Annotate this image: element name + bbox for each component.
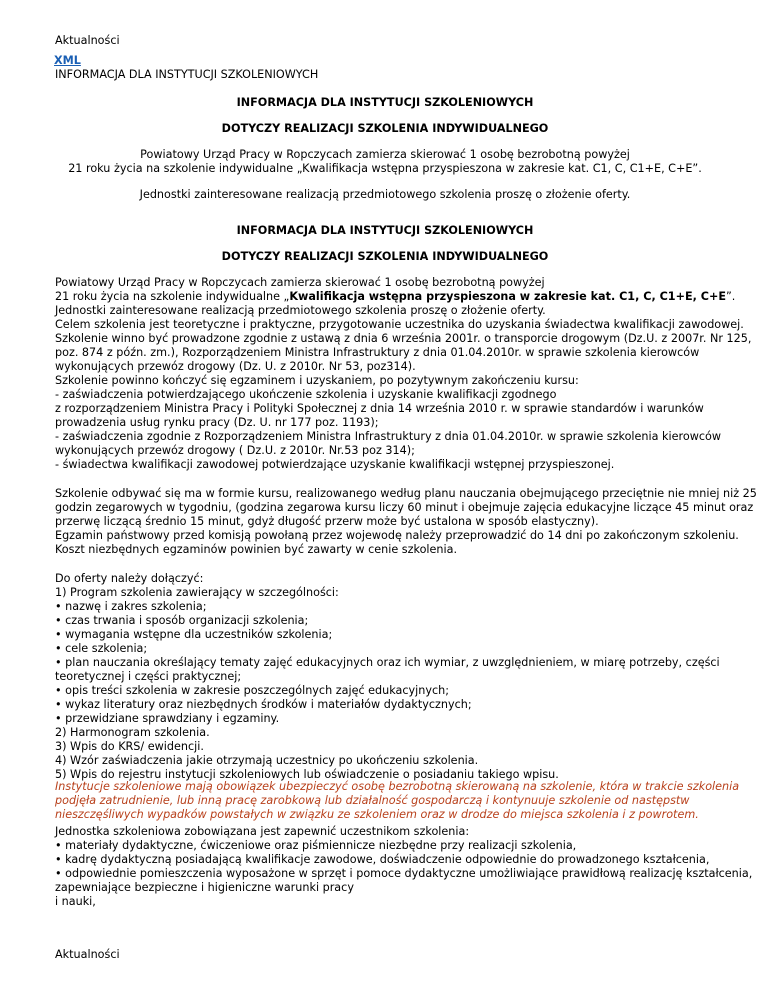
paragraph-line: Egzamin państwowy przed komisją powołaną przez wojewodę należy przeprowadzić do 14 dni po zakończonym szkoleniu. xyxy=(55,529,739,542)
paragraph-line: 1) Program szkolenia zawierający w szczególności: xyxy=(55,586,339,599)
summary-line-1: Powiatowy Urząd Pracy w Ropczycach zamierza skierować 1 osobę bezrobotną powyżej xyxy=(140,148,630,161)
paragraph-line: Do oferty należy dołączyć: xyxy=(55,572,204,585)
paragraph-line: Koszt niezbędnych egzaminów powinien być zawarty w cenie szkolenia. xyxy=(55,543,458,556)
paragraph-line: • wykaz literatury oraz niezbędnych środków i materiałów dydaktycznych; xyxy=(55,698,472,711)
paragraph-line: przerwę liczącą średnio 15 minut, gdyż długość przerw może być ustalona w sposób elastyczny). xyxy=(55,515,599,528)
paragraph-line: Szkolenie odbywać się ma w formie kursu, realizowanego według planu nauczania obejmującego przeciętnie nie mniej niż 25 xyxy=(55,487,757,500)
main-heading-1: INFORMACJA DLA INSTYTUCJI SZKOLENIOWYCH xyxy=(236,224,534,237)
paragraph-line: nieszczęśliwych wypadków powstałych w związku ze szkoleniem oraz w drodze do miejsca szkolenia i z powrotem. xyxy=(55,808,699,821)
summary-heading-1: INFORMACJA DLA INSTYTUCJI SZKOLENIOWYCH xyxy=(236,96,534,109)
text-run: 21 roku życia na szkolenie indywidualne „ xyxy=(55,290,290,303)
paragraph-line: teoretycznej i części praktycznej; xyxy=(55,670,242,683)
paragraph-line: • opis treści szkolenia w zakresie poszczególnych zajęć edukacyjnych; xyxy=(55,684,449,697)
paragraph-line: z rozporządzeniem Ministra Pracy i Polityki Społecznej z dnia 14 września 2010 r. w sprawie standardów i warunków xyxy=(55,402,704,415)
paragraph-line-mixed xyxy=(55,290,735,304)
paragraph-line: Szkolenie winno być prowadzone zgodnie z ustawą z dnia 6 września 2001r. o transporcie drogowym (Dz.U. z 2007r. Nr 125, xyxy=(55,332,752,345)
page-subtitle: INFORMACJA DLA INSTYTUCJI SZKOLENIOWYCH xyxy=(55,68,319,81)
paragraph-line: • przewidziane sprawdziany i egzaminy. xyxy=(55,712,280,725)
paragraph-line: Jednostki zainteresowane realizacją przedmiotowego szkolenia proszę o złożenie oferty. xyxy=(55,304,546,317)
paragraph-line: • materiały dydaktyczne, ćwiczeniowe oraz piśmiennicze niezbędne przy realizacji szkolenia, xyxy=(55,839,577,852)
paragraph-line: Powiatowy Urząd Pracy w Ropczycach zamierza skierować 1 osobę bezrobotną powyżej xyxy=(55,276,545,289)
summary-heading-2: DOTYCZY REALIZACJI SZKOLENIA INDYWIDUALNEGO xyxy=(221,122,549,135)
paragraph-line: • nazwę i zakres szkolenia; xyxy=(55,600,207,613)
paragraph-line: - świadectwa kwalifikacji zawodowej potwierdzające uzyskanie kwalifikacji wstępnej przyspieszonej. xyxy=(55,458,615,471)
paragraph-line: 4) Wzór zaświadczenia jakie otrzymają uczestnicy po ukończeniu szkolenia. xyxy=(55,754,479,767)
summary-line-3: Jednostki zainteresowane realizacją przedmiotowego szkolenia proszę o złożenie oferty. xyxy=(139,188,631,201)
paragraph-line: • wymagania wstępne dla uczestników szkolenia; xyxy=(55,628,333,641)
section-title: Aktualności xyxy=(55,34,120,47)
text-run: ”. xyxy=(725,290,736,303)
paragraph-line: wykonujących przewóz drogowy ( Dz.U. z 2010r. Nr.53 poz 314); xyxy=(55,444,415,457)
paragraph-line: • czas trwania i sposób organizacji szkolenia; xyxy=(55,614,309,627)
paragraph-line: Szkolenie powinno kończyć się egzaminem i uzyskaniem, po pozytywnym zakończeniu kursu: xyxy=(55,374,579,387)
paragraph-line: - zaświadczenia potwierdzającego ukończenie szkolenia i uzyskanie kwalifikacji zgodnego xyxy=(55,388,557,401)
main-heading-2: DOTYCZY REALIZACJI SZKOLENIA INDYWIDUALNEGO xyxy=(221,250,549,263)
paragraph-line: • odpowiednie pomieszczenia wyposażone w sprzęt i pomoce dydaktyczne umożliwiające prawidłową realizację kształcenia, xyxy=(55,867,753,880)
paragraph-line: Instytucje szkoleniowe mają obowiązek ubezpieczyć osobę bezrobotną skierowaną na szkolenie, która w trakcie szkolenia xyxy=(55,780,740,793)
paragraph-line: poz. 874 z późn. zm.), Rozporządzeniem Ministra Infrastruktury z dnia 01.04.2010r. w sprawie szkolenia kierowców xyxy=(55,346,700,359)
paragraph-line: Celem szkolenia jest teoretyczne i praktyczne, przygotowanie uczestnika do uzyskania świadectwa kwalifikacji zawodowej. xyxy=(55,318,744,331)
paragraph-line: godzin zegarowych w tygodniu, (godzina zegarowa kursu liczy 60 minut i obejmuje zajęcia edukacyjne liczące 45 minut oraz xyxy=(55,501,754,514)
summary-line-2: 21 roku życia na szkolenie indywidualne „Kwalifikacja wstępna przyspieszona w zakresie kat. C1, C, C1+E, C+E”. xyxy=(68,162,702,175)
paragraph-line: podjęła zatrudnienie, lub inną pracę zarobkową lub działalność gospodarczą i kontynuuje szkolenie od następstw xyxy=(55,794,690,807)
paragraph-line: prowadzenia usług rynku pracy (Dz. U. nr 177 poz. 1193); xyxy=(55,416,379,429)
paragraph-line: Jednostka szkoleniowa zobowiązana jest zapewnić uczestnikom szkolenia: xyxy=(55,825,470,838)
paragraph-line: 5) Wpis do rejestru instytucji szkoleniowych lub oświadczenie o posiadaniu takiego wpisu. xyxy=(55,768,559,781)
footer-section-title: Aktualności xyxy=(55,948,120,961)
paragraph-line: i nauki, xyxy=(55,895,96,908)
paragraph-line: • plan nauczania określający tematy zajęć edukacyjnych oraz ich wymiar, z uwzględnieniem, w miarę potrzeby, części xyxy=(55,656,720,669)
paragraph-line: • kadrę dydaktyczną posiadającą kwalifikacje zawodowe, doświadczenie odpowiednie do prowadzonego kształcenia, xyxy=(55,853,710,866)
paragraph-line: zapewniające bezpieczne i higieniczne warunki pracy xyxy=(55,881,354,894)
paragraph-line: - zaświadczenia zgodnie z Rozporządzeniem Ministra Infrastruktury z dnia 01.04.2010r. w sprawie szkolenia kierowców xyxy=(55,430,721,443)
paragraph-line: 2) Harmonogram szkolenia. xyxy=(55,726,210,739)
xml-link-text[interactable]: XML xyxy=(54,54,81,67)
paragraph-line: • cele szkolenia; xyxy=(55,642,148,655)
course-name: Kwalifikacja wstępna przyspieszona w zakresie kat. C1, C, C1+E, C+E xyxy=(289,290,726,303)
paragraph-line: wykonujących przewóz drogowy (Dz. U. z 2010r. Nr 53, poz314). xyxy=(55,360,416,373)
paragraph-line: 3) Wpis do KRS/ ewidencji. xyxy=(55,740,204,753)
xml-link[interactable] xyxy=(54,54,81,68)
